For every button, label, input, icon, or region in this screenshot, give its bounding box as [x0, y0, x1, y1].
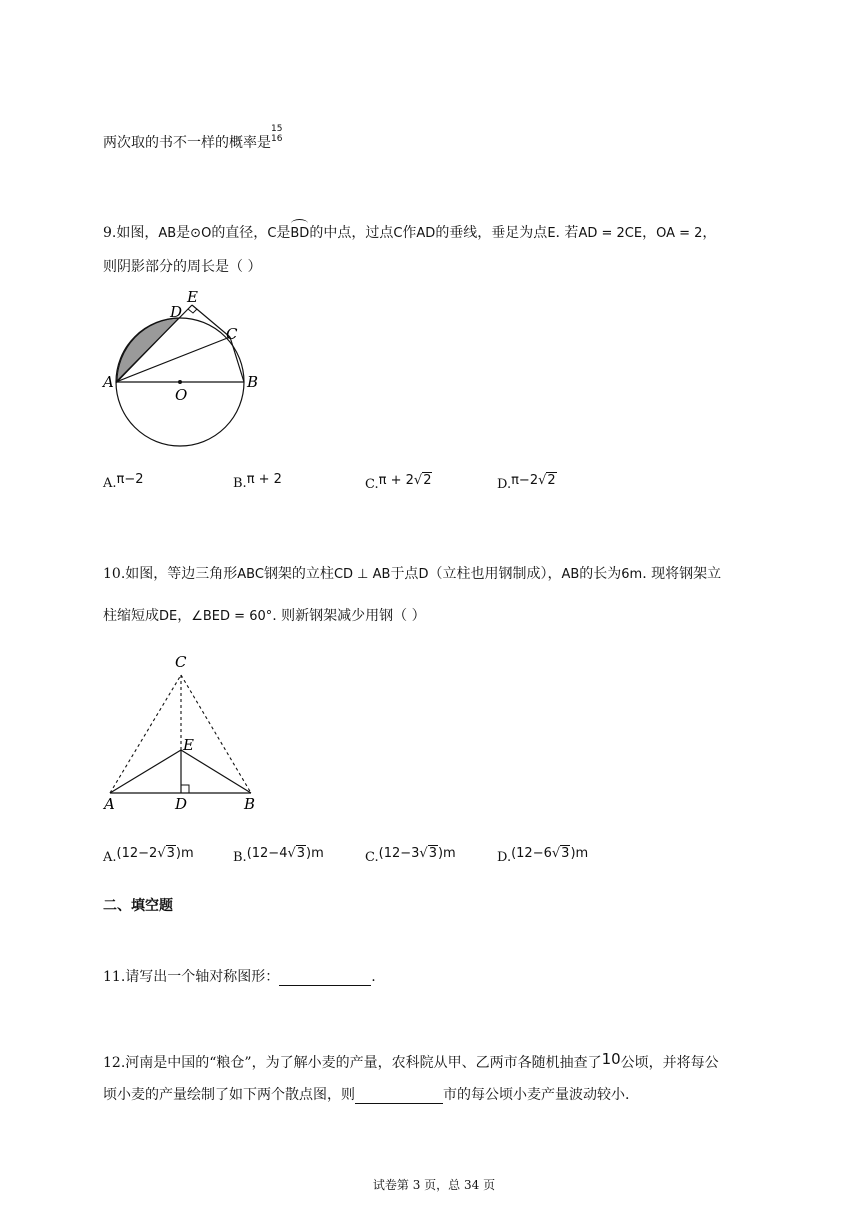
option-key: C. [365, 850, 379, 865]
option-value: (12−6 [511, 846, 552, 861]
option-key: A. [103, 850, 117, 865]
q10-option-a[interactable]: A.(12−2√3)m [103, 846, 194, 865]
option-key: A. [103, 476, 117, 491]
text: 于点 [390, 566, 419, 582]
text: 钢架的立柱 [263, 566, 334, 582]
option-unit: )m [306, 846, 324, 861]
page-footer: 试卷第 3 页，总 34 页 [372, 1178, 496, 1192]
carryover-line [103, 124, 282, 152]
q9-figure [100, 285, 270, 455]
probability-fraction [271, 124, 282, 144]
q9-option-c[interactable]: C.π + 2√2 [365, 473, 432, 492]
q10-option-c[interactable]: C.(12−3√3)m [365, 846, 456, 865]
text: ， [177, 608, 192, 624]
text: . 现将钢架立 [642, 566, 722, 582]
line-CB [230, 337, 244, 382]
radicand: 3 [561, 846, 570, 861]
option-value: (12−3 [378, 846, 420, 861]
q11-text: 11.请写出一个轴对称图形： [103, 969, 280, 985]
text: . 则新钢架减少用钢（ ） [272, 608, 426, 624]
option-key: B. [233, 850, 247, 865]
carryover-text: 两次取的书不一样的概率是 [103, 135, 271, 151]
radicand: 2 [547, 473, 556, 488]
circle-symbol: ⊙ [190, 226, 202, 241]
length-value: 6m [621, 567, 643, 582]
condition-1: AD = 2CE [578, 226, 643, 241]
angle-condition: ∠BED = 60° [191, 609, 273, 624]
number-10: 10 [601, 1050, 621, 1068]
option-key: C. [365, 477, 379, 492]
q9-line1 [103, 222, 716, 242]
option-key: B. [233, 476, 247, 491]
text: 的垂线，垂足为点 [435, 225, 548, 241]
math-ABC: ABC [237, 567, 264, 582]
option-value: (12−4 [246, 846, 288, 861]
text: . 若 [555, 225, 579, 241]
q10-option-b[interactable]: B.(12−4√3)m [233, 846, 324, 865]
math-AB: AB [561, 567, 580, 582]
math-DE: DE [159, 609, 178, 624]
q10-line1 [103, 563, 721, 583]
option-unit: )m [437, 846, 456, 861]
math-D: D [418, 567, 429, 582]
dashed-CB [181, 675, 251, 793]
text: 柱缩短成 [103, 608, 159, 624]
label-D: D [175, 795, 188, 813]
text: 作 [402, 225, 417, 241]
text: 市的每公顷小麦产量波动较小. [443, 1087, 630, 1103]
line-AE [110, 750, 181, 793]
answer-blank[interactable] [355, 1087, 443, 1104]
text: ， [642, 225, 657, 241]
condition-2: OA = 2 [656, 226, 703, 241]
math-AD: AD [416, 226, 436, 241]
right-angle-E [188, 309, 197, 313]
radicand: 2 [423, 473, 432, 488]
text: ， [702, 225, 717, 241]
q10-line2 [103, 605, 426, 625]
text: 的长为 [579, 566, 622, 582]
right-angle-D [181, 785, 189, 793]
option-key: D. [497, 850, 512, 865]
label-A: A [104, 795, 115, 813]
q12-line2 [103, 1084, 629, 1104]
q9-option-a[interactable] [103, 472, 144, 491]
option-value: π + 2 [246, 472, 282, 487]
q11-line [103, 966, 376, 986]
q10-figure [100, 650, 270, 815]
option-key: D. [497, 477, 512, 492]
label-D: D [170, 303, 183, 321]
radicand: 3 [166, 846, 175, 861]
math-CD-perp-AB: CD ⊥ AB [333, 567, 391, 582]
text: 的中点，过点 [309, 225, 394, 241]
text: 是 [276, 225, 291, 241]
math-E: E [547, 226, 556, 241]
section-title: 二、填空题 [103, 898, 173, 914]
text: 是 [176, 225, 191, 241]
option-value: (12−2 [116, 846, 158, 861]
radicand: 3 [428, 846, 437, 861]
q9-option-b[interactable] [233, 472, 282, 491]
center-dot [178, 380, 182, 384]
label-B: B [244, 795, 256, 813]
option-unit: )m [570, 846, 589, 861]
q9-number: 9.如图， [103, 225, 159, 241]
label-C: C [175, 653, 187, 671]
label-C: C [226, 325, 238, 343]
fraction-denominator: 16 [271, 134, 283, 144]
label-O: O [175, 386, 188, 404]
label-B: B [247, 373, 259, 391]
math-C: C [267, 226, 277, 241]
math-C: C [393, 226, 403, 241]
line-EB [181, 750, 251, 793]
answer-blank[interactable] [279, 969, 371, 986]
q10-option-d[interactable]: D.(12−6√3)m [497, 846, 589, 865]
dashed-AC [110, 675, 181, 793]
fraction-numerator: 15 [271, 124, 283, 134]
arc-BD: BD [290, 226, 310, 241]
text: . [371, 969, 376, 985]
option-value: π + 2 [378, 473, 414, 488]
label-A: A [103, 373, 114, 391]
text: 顷小麦的产量绘制了如下两个散点图，则 [103, 1087, 355, 1103]
math-O: O [201, 226, 212, 241]
option-value: π−2 [511, 473, 539, 488]
q9-line2: 则阴影部分的周长是（ ） [103, 259, 262, 275]
text: 公顷，并将每公 [620, 1055, 719, 1071]
label-E: E [187, 288, 198, 306]
q12-text: 12.河南是中国的“粮仓”，为了解小麦的产量，农科院从甲、乙两市各随机抽查了 [103, 1055, 602, 1071]
q12-line1 [103, 1050, 719, 1072]
option-unit: )m [175, 846, 194, 861]
q9-option-d[interactable]: D.π−2√2 [497, 473, 556, 492]
text: 的直径， [211, 225, 268, 241]
label-E: E [183, 736, 194, 754]
q10-number: 10.如图，等边三角形 [103, 566, 238, 582]
option-value: π−2 [116, 472, 144, 487]
radicand: 3 [296, 846, 306, 861]
text: （立柱也用钢制成）， [428, 566, 562, 582]
math-AB: AB [158, 226, 177, 241]
